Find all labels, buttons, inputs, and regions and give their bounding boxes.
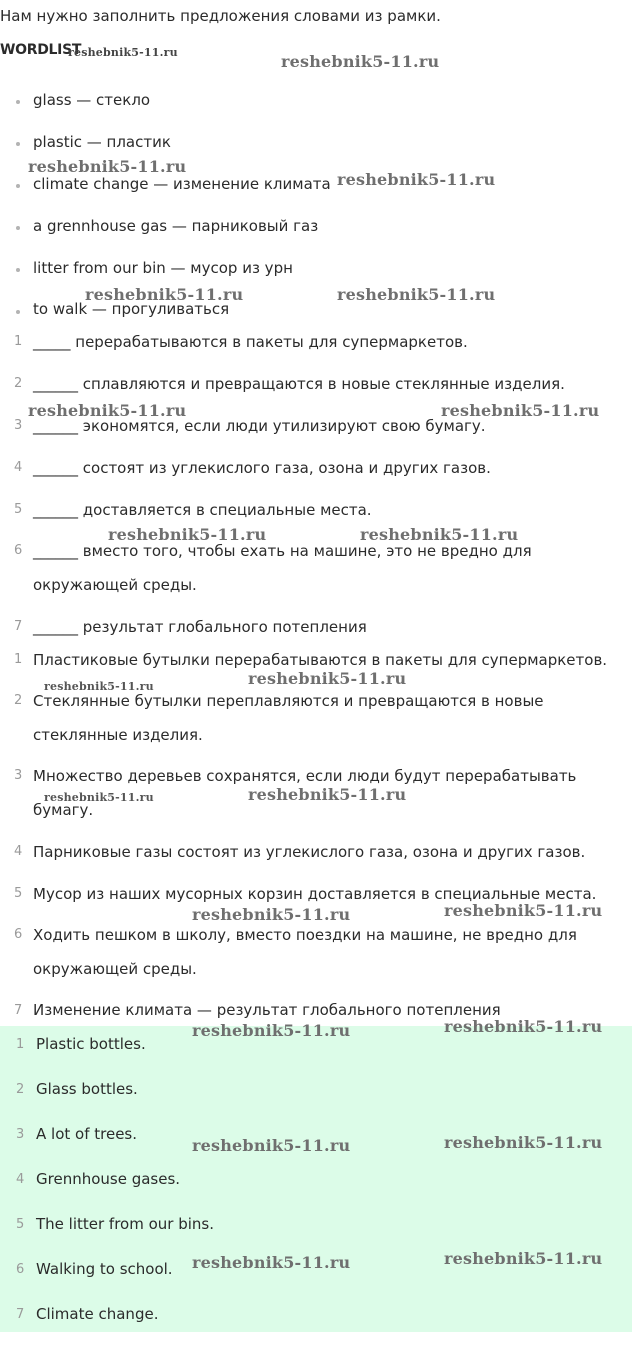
wordlist-item: glass — стекло (33, 91, 151, 109)
wordlist-item: plastic — пластик (33, 133, 171, 151)
exercise-number: 1 (14, 334, 23, 349)
answer-number: 5 (16, 1217, 25, 1232)
watermark: reshebnik5-11.ru (337, 285, 496, 304)
translation-line: Изменение климата — результат глобального потепления (33, 1001, 501, 1019)
watermark: reshebnik5-11.ru (68, 46, 178, 59)
exercise-line: ______ состоят из углекислого газа, озона и других газов. (33, 459, 491, 477)
watermark: reshebnik5-11.ru (44, 791, 154, 804)
intro-text: Нам нужно заполнить предложения словами из рамки. (0, 7, 441, 25)
answer-text: Climate change. (36, 1305, 159, 1323)
exercise-number: 5 (14, 502, 23, 517)
translation-number: 5 (14, 886, 23, 901)
exercise-number: 2 (14, 376, 23, 391)
wordlist-item: a grennhouse gas — парниковый газ (33, 217, 319, 235)
translation-number: 2 (14, 693, 23, 708)
watermark: reshebnik5-11.ru (28, 401, 187, 420)
translation-line: Пластиковые бутылки перерабатываются в пакеты для супермаркетов. (33, 651, 608, 669)
translation-line: окружающей среды. (33, 960, 197, 978)
translation-number: 3 (14, 768, 23, 783)
watermark: reshebnik5-11.ru (360, 525, 519, 544)
exercise-line: ______ экономятся, если люди утилизируют свою бумагу. (33, 417, 486, 435)
answer-number: 7 (16, 1307, 25, 1322)
watermark: reshebnik5-11.ru (108, 525, 267, 544)
answer-number: 3 (16, 1127, 25, 1142)
translation-line: Мусор из наших мусорных корзин доставляется в специальные места. (33, 885, 597, 903)
bullet-icon (16, 100, 20, 104)
translation-line: Ходить пешком в школу, вместо поездки на машине, не вредно для (33, 926, 577, 944)
exercise-number: 3 (14, 418, 23, 433)
translation-number: 6 (14, 927, 23, 942)
wordlist-label: WORDLIST (0, 42, 82, 58)
answer-number: 4 (16, 1172, 25, 1187)
translation-line: Стеклянные бутылки переплавляются и превращаются в новые (33, 692, 544, 710)
exercise-line: ______ вместо того, чтобы ехать на машине, это не вредно для (33, 542, 532, 560)
translation-number: 7 (14, 1003, 23, 1018)
translation-line: стеклянные изделия. (33, 726, 203, 744)
watermark: reshebnik5-11.ru (444, 1017, 603, 1036)
exercise-line: ______ сплавляются и превращаются в новые стеклянные изделия. (33, 375, 565, 393)
wordlist-item: litter from our bin — мусор из урн (33, 259, 293, 277)
answer-number: 6 (16, 1262, 25, 1277)
wordlist-item: climate change — изменение климата (33, 175, 331, 193)
answer-text: A lot of trees. (36, 1125, 138, 1143)
watermark: reshebnik5-11.ru (248, 669, 407, 688)
translation-number: 4 (14, 844, 23, 859)
exercise-line: ______ результат глобального потепления (33, 618, 367, 636)
answer-text: Walking to school. (36, 1260, 173, 1278)
translation-line: Множество деревьев сохранятся, если люди будут перерабатывать (33, 767, 577, 785)
watermark: reshebnik5-11.ru (192, 1253, 351, 1272)
answer-text: The litter from our bins. (36, 1215, 215, 1233)
bullet-icon (16, 142, 20, 146)
translation-line: бумагу. (33, 801, 94, 819)
exercise-number: 6 (14, 543, 23, 558)
exercise-number: 4 (14, 460, 23, 475)
watermark: reshebnik5-11.ru (248, 785, 407, 804)
bullet-icon (16, 268, 20, 272)
answer-text: Glass bottles. (36, 1080, 138, 1098)
exercise-line: _____ перерабатываются в пакеты для супермаркетов. (33, 333, 468, 351)
watermark: reshebnik5-11.ru (28, 157, 187, 176)
watermark: reshebnik5-11.ru (337, 170, 496, 189)
answer-text: Grennhouse gases. (36, 1170, 181, 1188)
watermark: reshebnik5-11.ru (192, 1021, 351, 1040)
exercise-line: окружающей среды. (33, 576, 197, 594)
watermark: reshebnik5-11.ru (85, 285, 244, 304)
exercise-line: ______ доставляется в специальные места. (33, 501, 372, 519)
bullet-icon (16, 310, 20, 314)
wordlist-item: to walk — прогуливаться (33, 300, 230, 318)
bullet-icon (16, 226, 20, 230)
bullet-icon (16, 184, 20, 188)
watermark: reshebnik5-11.ru (444, 1249, 603, 1268)
translation-number: 1 (14, 652, 23, 667)
watermark: reshebnik5-11.ru (44, 680, 154, 693)
exercise-number: 7 (14, 619, 23, 634)
answer-number: 2 (16, 1082, 25, 1097)
watermark: reshebnik5-11.ru (281, 52, 440, 71)
watermark: reshebnik5-11.ru (441, 401, 600, 420)
answer-number: 1 (16, 1037, 25, 1052)
watermark: reshebnik5-11.ru (192, 1136, 351, 1155)
answer-text: Plastic bottles. (36, 1035, 146, 1053)
translation-line: Парниковые газы состоят из углекислого газа, озона и других газов. (33, 843, 586, 861)
watermark: reshebnik5-11.ru (192, 905, 351, 924)
watermark: reshebnik5-11.ru (444, 1133, 603, 1152)
watermark: reshebnik5-11.ru (444, 901, 603, 920)
